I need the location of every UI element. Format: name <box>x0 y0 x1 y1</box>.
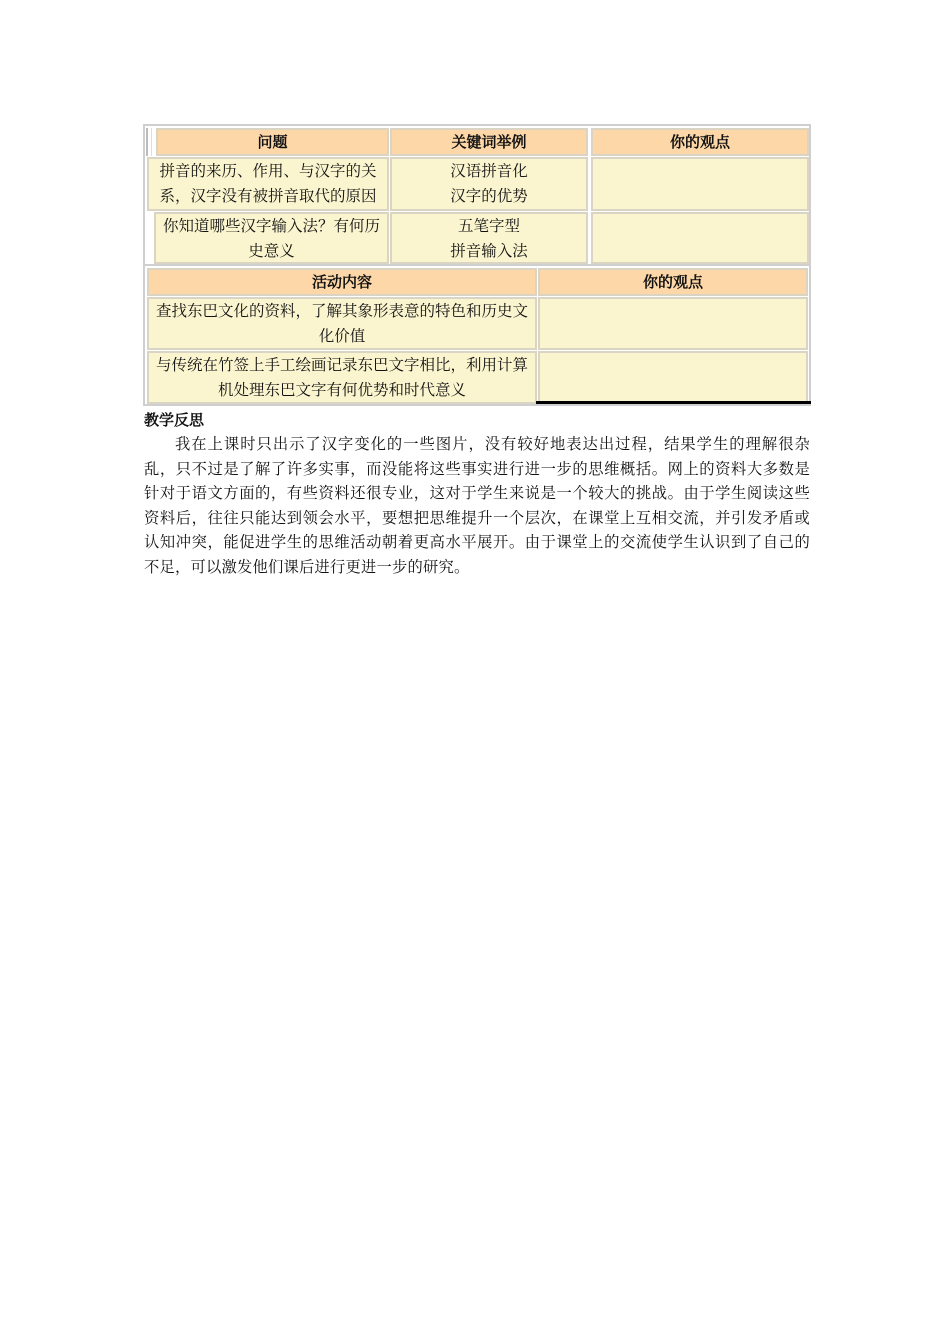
keywords-cell: 汉语拼音化 汉字的优势 <box>390 157 588 211</box>
table-edge-marker <box>146 128 152 156</box>
keywords-cell: 五笔字型 拼音输入法 <box>390 212 588 264</box>
opinion-cell[interactable] <box>538 297 808 350</box>
questions-table <box>143 124 811 266</box>
opinion-cell[interactable] <box>538 351 808 404</box>
header-question: 问题 <box>156 128 389 156</box>
table-bottom-rule <box>536 401 811 404</box>
header-opinion: 你的观点 <box>538 268 808 296</box>
header-opinion: 你的观点 <box>591 128 809 156</box>
activity-cell: 与传统在竹签上手工绘画记录东巴文字相比，利用计算机处理东巴文字有何优势和时代意义 <box>147 351 537 404</box>
activity-cell: 查找东巴文化的资料，了解其象形表意的特色和历史文化价值 <box>147 297 537 350</box>
header-keywords: 关键词举例 <box>390 128 588 156</box>
opinion-cell[interactable] <box>591 157 809 211</box>
reflection-heading: 教学反思 <box>144 411 205 429</box>
opinion-cell[interactable] <box>591 212 809 264</box>
activities-table <box>143 264 811 406</box>
question-cell: 你知道哪些汉字输入法？有何历史意义 <box>154 212 389 264</box>
question-cell: 拼音的来历、作用、与汉字的关系，汉字没有被拼音取代的原因 <box>147 157 389 211</box>
reflection-body: 我在上课时只出示了汉字变化的一些图片，没有较好地表达出过程，结果学生的理解很杂乱，只不过是了解了许多实事，而没能将这些事实进行进一步的思维概括。网上的资料大多数是针对于语文方面的，有些资料还很专业，这对于学生来说是一个较大的挑战。由于学生阅读这些资料后，往往只能达到领会水平，要想把思维提升一个层次，在课堂上互相交流，并引发矛盾或认知冲突，能促进学生的思维活动朝着更高水平展开。由于课堂上的交流使学生认识到了自己的不足，可以激发他们课后进行更进一步的研究。 <box>144 435 810 576</box>
header-activity: 活动内容 <box>147 268 537 296</box>
